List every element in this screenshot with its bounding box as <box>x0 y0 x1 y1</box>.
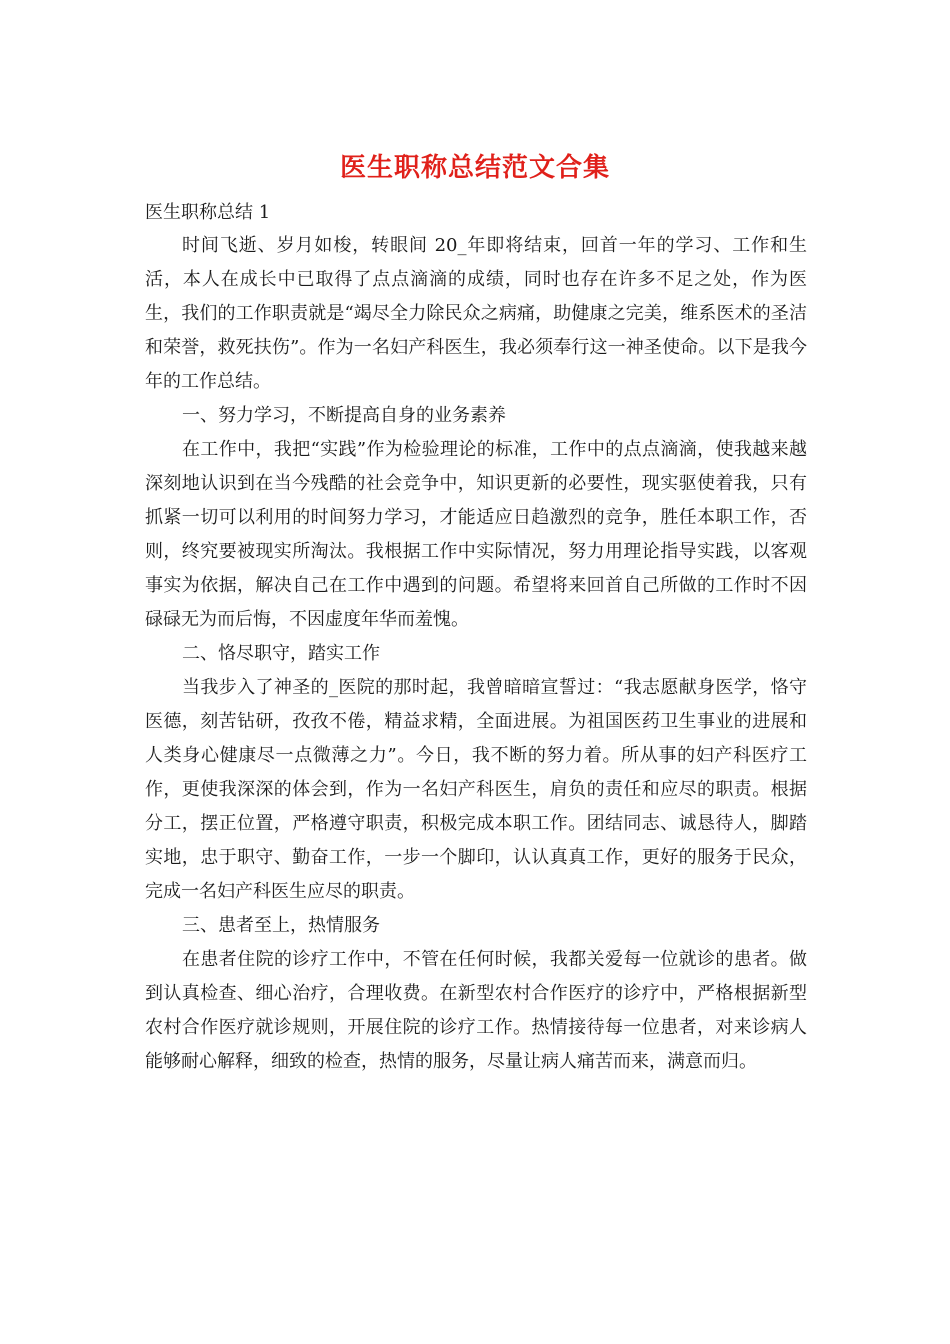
document-title: 医生职称总结范文合集 <box>339 153 610 183</box>
paragraph-patients: 在患者住院的诊疗工作中，不管在任何时候，我都关爱每一位就诊的患者。做到认真检查、细心治疗，合理收费。在新型农村合作医疗的诊疗中，严格根据新型农村合作医疗就诊规则，开展住院的诊疗工作。热情接待每一位患者，对来诊病人能够耐心解释，细致的检查，热情的服务，尽量让病人痛苦而来，满意而归。 <box>145 949 807 1072</box>
document-body <box>145 229 807 1079</box>
paragraph-study: 在工作中，我把“实践”作为检验理论的标准，工作中的点点滴滴，使我越来越深刻地认识到在当今残酷的社会竞争中，知识更新的必要性，现实驱使着我，只有抓紧一切可以利用的时间努力学习，才能适应日趋激烈的竞争，胜任本职工作，否则，终究要被现实所淘汰。我根据工作中实际情况，努力用理论指导实践，以客观事实为依据，解决自己在工作中遇到的问题。希望将来回首自己所做的工作时不因碌碌无为而后悔，不因虚度年华而羞愧。 <box>145 439 807 630</box>
paragraph-duty: 当我步入了神圣的_医院的那时起，我曾暗暗宣誓过：“我志愿献身医学，恪守医德，刻苦钻研，孜孜不倦，精益求精，全面进展。为祖国医药卫生事业的进展和人类身心健康尽一点微薄之力”。今日，我不断的努力着。所从事的妇产科医疗工作，更使我深深的体会到，作为一名妇产科医生，肩负的责任和应尽的职责。根据分工，摆正位置，严格遵守职责，积极完成本职工作。团结同志、诚恳待人，脚踏实地，忠于职守、勤奋工作，一步一个脚印，认认真真工作，更好的服务于民众，完成一名妇产科医生应尽的职责。 <box>145 677 807 902</box>
heading-study: 一、努力学习，不断提高自身的业务素养 <box>182 405 506 426</box>
heading-patients: 三、患者至上，热情服务 <box>182 915 380 936</box>
heading-duty: 二、恪尽职守，踏实工作 <box>182 643 380 664</box>
paragraph-intro: 时间飞逝、岁月如梭，转眼间 20_年即将结束，回首一年的学习、工作和生活，本人在成长中已取得了点点滴滴的成绩，同时也存在许多不足之处，作为医生，我们的工作职责就是“竭尽全力除民众之病痛，助健康之完美，维系医术的圣洁和荣誉，救死扶伤”。作为一名妇产科医生，我必须奉行这一神圣使命。以下是我今年的工作总结。 <box>145 235 807 392</box>
section-label: 医生职称总结 1 <box>145 202 271 223</box>
